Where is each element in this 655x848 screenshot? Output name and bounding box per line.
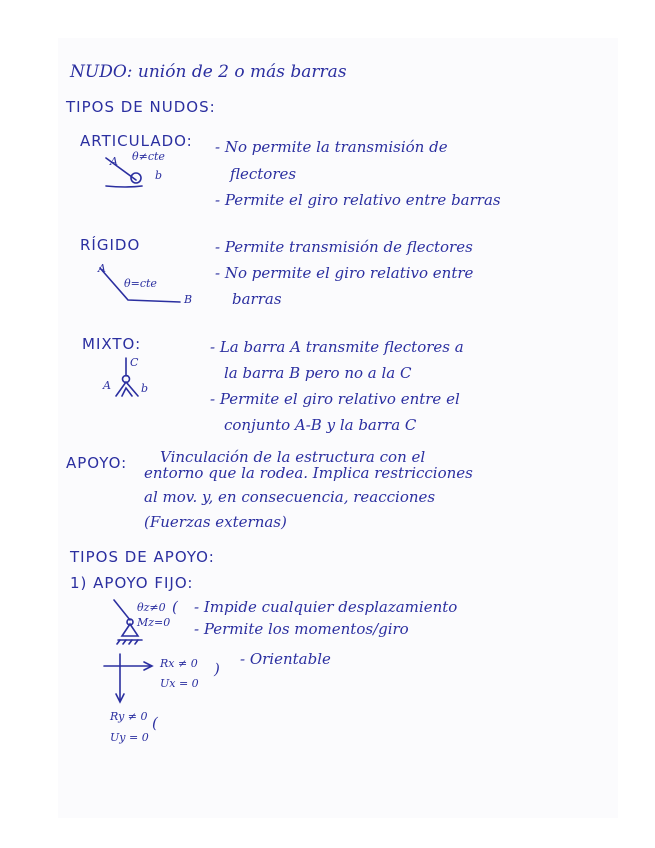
apoyo-line-4: (Fuerzas externas) [144,513,287,531]
articulado-bar-b [106,186,142,187]
articulado-label-a: A [110,155,118,168]
rigido-title: RÍGIDO [80,236,141,254]
reaction-ux: Ux = 0 [160,677,199,690]
reaction-axes-sketch [100,648,160,708]
articulado-theta: θ≠cte [132,150,165,163]
reaction-brace-y: ( [152,714,158,732]
apoyo-fijo-theta: θz≠0 [137,601,166,614]
reaction-ry: Ry ≠ 0 [110,710,148,723]
orientable-note: - Orientable [240,650,331,668]
mixto-label-b: b [141,382,149,395]
apoyo-fijo-note-1: - Impide cualquier desplazamiento [194,598,458,616]
articulado-title: ARTICULADO: [80,132,193,150]
apoyo-title: APOYO: [66,454,128,472]
reaction-brace-x: ) [214,660,220,678]
mixto-note-3: - Permite el giro relativo entre el [210,390,460,408]
mixto-title: MIXTO: [82,335,142,353]
reaction-uy: Uy = 0 [110,731,149,744]
apoyo-line-1: Vinculación de la estructura con el [160,448,426,466]
apoyo-fijo-bar [114,600,130,620]
rigido-note-2: - No permite el giro relativo entre [215,264,474,282]
tipos-nudos-heading: TIPOS DE NUDOS: [66,98,216,116]
apoyo-fijo-mz: Mz=0 [137,616,171,629]
mixto-label-c: C [130,356,139,369]
apoyo-fijo-title: 1) APOYO FIJO: [70,574,194,592]
rigido-theta: θ=cte [124,277,157,290]
mixto-note-1: - La barra A transmite flectores a [210,338,464,356]
tipos-apoyo-heading: TIPOS DE APOYO: [70,548,215,566]
articulado-note-1: - No permite la transmisión de [215,138,448,156]
rigido-note-3: barras [232,290,282,308]
articulado-note-3: - Permite el giro relativo entre barras [215,191,501,209]
nudo-definition: NUDO: unión de 2 o más barras [70,62,347,82]
articulado-label-b: b [155,169,163,182]
mixto-label-a: A [103,379,111,392]
rigido-note-1: - Permite transmisión de flectores [215,238,473,256]
apoyo-line-3: al mov. y, en consecuencia, reacciones [144,488,436,506]
mixto-note-2: la barra B pero no a la C [224,364,412,382]
reaction-rx: Rx ≠ 0 [160,657,198,670]
apoyo-line-2: entorno que la rodea. Implica restricciones [144,464,473,482]
rigido-label-a: A [98,262,106,275]
apoyo-fijo-brace: ( [172,598,178,616]
mixto-note-4: conjunto A-B y la barra C [224,416,417,434]
apoyo-fijo-note-2: - Permite los momentos/giro [194,620,409,638]
rigido-label-b: B [184,293,193,306]
articulado-note-2: flectores [230,165,297,183]
